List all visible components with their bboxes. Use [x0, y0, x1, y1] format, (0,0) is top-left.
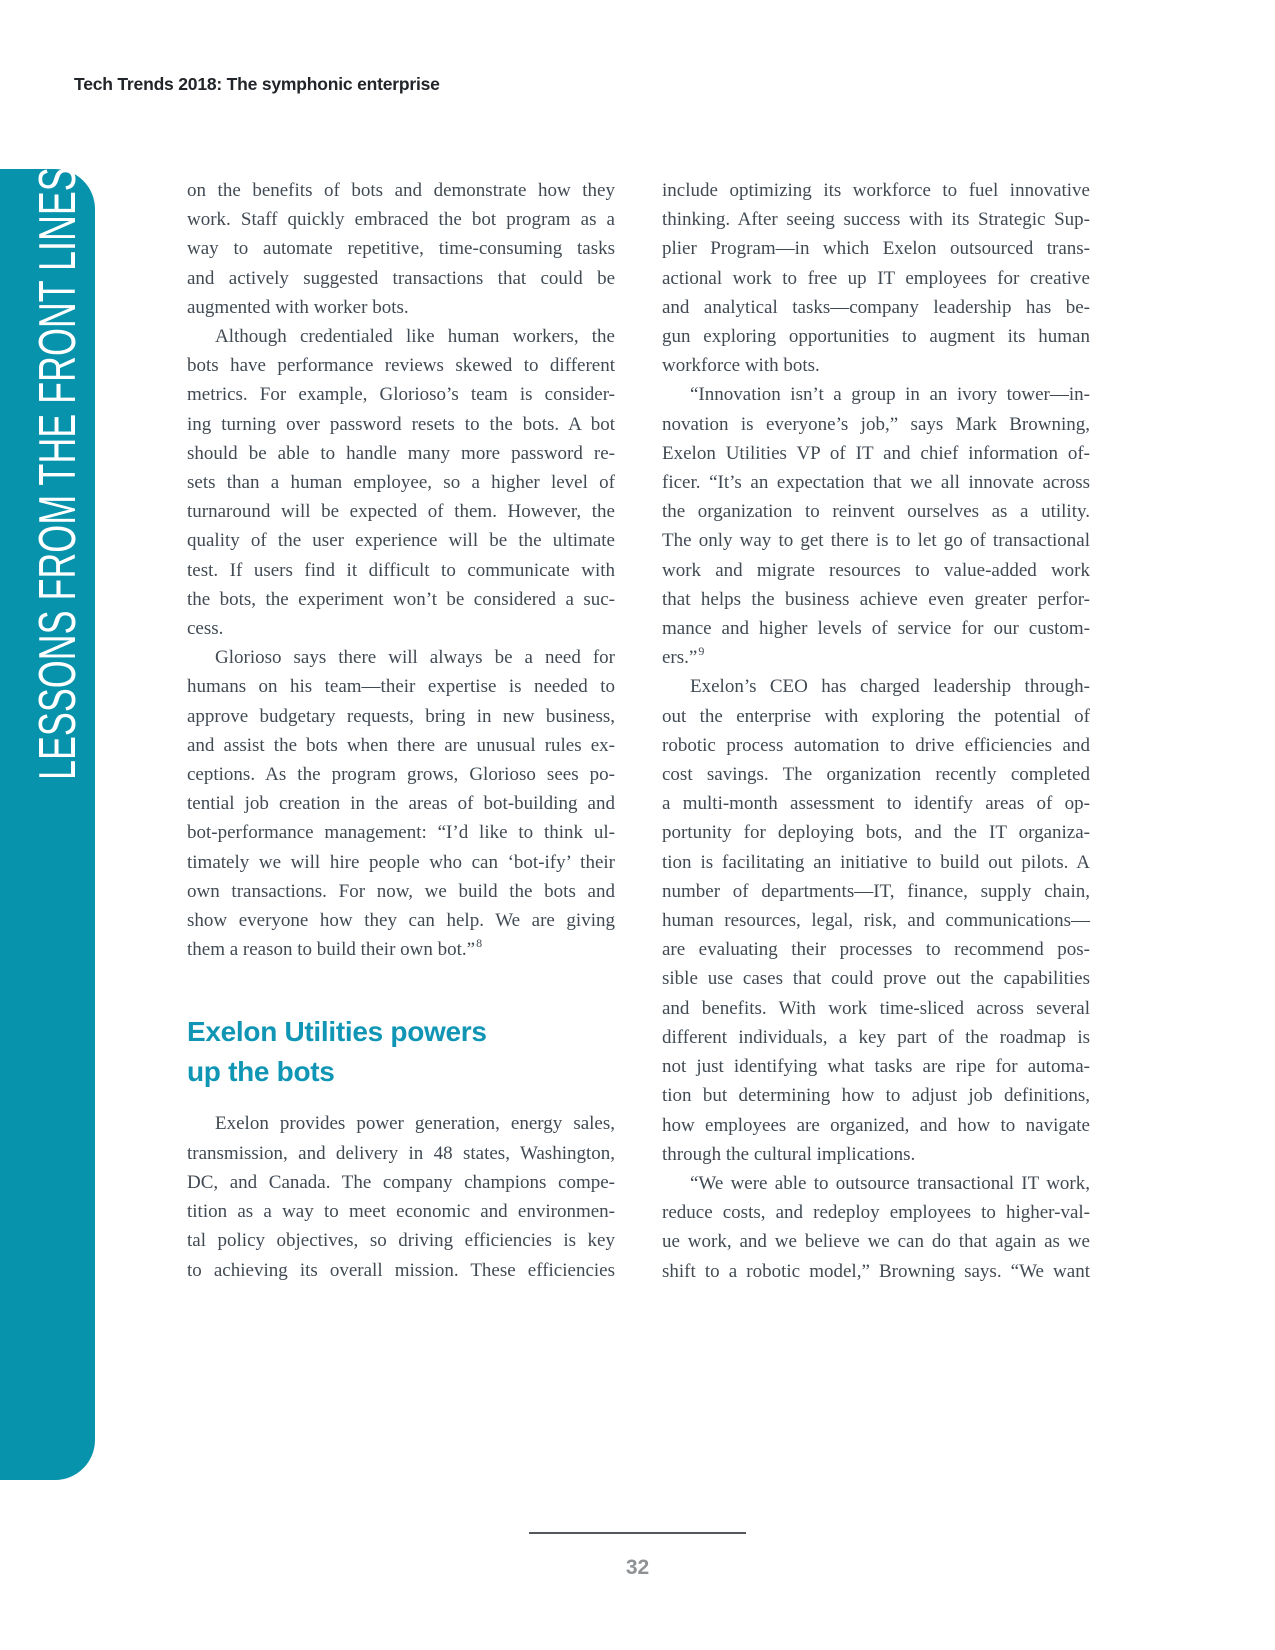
text-line: approve budgetary requests, bring in new business,	[187, 705, 615, 727]
text-line: The only way to get there is to let go of transactional	[662, 530, 1090, 552]
section-ribbon	[0, 169, 95, 1480]
text-line: tition as a way to meet economic and environmen-	[187, 1201, 615, 1223]
left-column	[187, 176, 615, 1285]
text-line: bot-performance management: “I’d like to think ul-	[187, 822, 615, 844]
paragraph	[187, 176, 615, 322]
text-line: tion is facilitating an initiative to build out pilots. A	[662, 851, 1090, 873]
paragraph	[187, 643, 615, 964]
section-heading-line: Exelon Utilities powers	[187, 1016, 487, 1048]
text-line: DC, and Canada. The company champions compe-	[187, 1171, 615, 1193]
text-line: and actively suggested transactions that could be	[187, 267, 615, 289]
text-line: Exelon’s CEO has charged leadership through-	[690, 676, 1090, 698]
text-line: test. If users find it difficult to communicate with	[187, 559, 615, 581]
text-line: sible use cases that could prove out the capabilities	[662, 968, 1090, 990]
text-line: bots have performance reviews skewed to different	[187, 355, 615, 377]
paragraph	[187, 322, 615, 643]
text-line: sets than a human employee, so a higher level of	[187, 472, 615, 494]
text-line: number of departments—IT, finance, supply chain,	[662, 880, 1090, 902]
text-line: the bots, the experiment won’t be considered a suc-	[187, 588, 615, 610]
text-line: how employees are organized, and how to navigate	[662, 1114, 1090, 1136]
text-line: workforce with bots.	[662, 355, 820, 377]
text-line: metrics. For example, Glorioso’s team is consider-	[187, 384, 615, 406]
running-header: Tech Trends 2018: The symphonic enterprise	[74, 74, 440, 94]
text-line	[187, 935, 615, 964]
text-line: novation is everyone’s job,” says Mark Browning,	[662, 413, 1090, 435]
text-line: different individuals, a key part of the roadmap is	[662, 1026, 1090, 1048]
text-line: mance and higher levels of service for our custom-	[662, 618, 1090, 640]
text-line: and analytical tasks—company leadership has be-	[662, 296, 1090, 318]
text-line	[662, 643, 1090, 672]
text-line: humans on his team—their expertise is needed to	[187, 676, 615, 698]
text-line: tion but determining how to adjust job definitions,	[662, 1085, 1090, 1107]
text-line: Glorioso says there will always be a need for	[215, 647, 615, 669]
text-line-fragment: ers.”	[662, 647, 698, 669]
text-line: portunity for deploying bots, and the IT organiza-	[662, 822, 1090, 844]
text-line: “We were able to outsource transactional IT work,	[690, 1172, 1090, 1194]
text-line: ceptions. As the program grows, Glorioso sees po-	[187, 764, 615, 786]
paragraph	[662, 1169, 1090, 1286]
text-line: plier Program—in which Exelon outsourced trans-	[662, 238, 1090, 260]
text-line: show everyone how they can help. We are giving	[187, 910, 615, 932]
text-line: cost savings. The organization recently completed	[662, 764, 1090, 786]
text-line: timately we will hire people who can ‘bot-ify’ their	[187, 851, 615, 873]
text-line: and benefits. With work time-sliced across several	[662, 997, 1090, 1019]
text-line: reduce costs, and redeploy employees to higher-val-	[662, 1202, 1090, 1224]
text-line-fragment: them a reason to build their own bot.”	[187, 939, 476, 961]
text-line: quality of the user experience will be the ultimate	[187, 530, 615, 552]
text-line: to achieving its overall mission. These efficiencies	[187, 1259, 615, 1281]
text-line: cess.	[187, 618, 224, 640]
text-line: turnaround will be expected of them. However, the	[187, 501, 615, 523]
text-line: ing turning over password resets to the bots. A bot	[187, 413, 615, 435]
text-line: tential job creation in the areas of bot-building and	[187, 793, 615, 815]
section-ribbon-label	[29, 0, 87, 780]
text-line: ficer. “It’s an expectation that we all innovate across	[662, 472, 1090, 494]
text-line: ue work, and we believe we can do that again as we	[662, 1231, 1090, 1253]
paragraph	[662, 672, 1090, 1168]
text-line: augmented with worker bots.	[187, 296, 409, 318]
text-line: tal policy objectives, so driving efficiencies is key	[187, 1230, 615, 1252]
text-line: Although credentialed like human workers, the	[215, 326, 615, 348]
text-line: and assist the bots when there are unusual rules ex-	[187, 734, 615, 756]
text-line: own transactions. For now, we build the bots and	[187, 880, 615, 902]
paragraph	[662, 176, 1090, 380]
section-ribbon-text: LESSONS FROM THE FRONT LINES	[29, 167, 87, 780]
page-number: 32	[625, 1556, 650, 1579]
text-line: shift to a robotic model,” Browning says. “We want	[662, 1260, 1090, 1282]
text-line: not just identifying what tasks are ripe for automa-	[662, 1056, 1090, 1078]
text-line: Exelon provides power generation, energy sales,	[215, 1113, 615, 1135]
text-line: out the enterprise with exploring the potential of	[662, 705, 1090, 727]
footer-divider	[529, 1532, 746, 1534]
paragraph	[187, 1109, 615, 1284]
text-line: robotic process automation to drive efficiencies and	[662, 734, 1090, 756]
text-line: work. Staff quickly embraced the bot program as a	[187, 209, 615, 231]
text-line: transmission, and delivery in 48 states, Washington,	[187, 1142, 615, 1164]
footnote-ref: 8	[476, 935, 483, 950]
text-line: actional work to free up IT employees for creative	[662, 267, 1090, 289]
text-line: are evaluating their processes to recommend pos-	[662, 939, 1090, 961]
text-line: that helps the business achieve even greater perfor-	[662, 588, 1090, 610]
text-line: the organization to reinvent ourselves as a utility.	[662, 501, 1090, 523]
right-column	[662, 176, 1090, 1286]
text-line: gun exploring opportunities to augment its human	[662, 326, 1090, 348]
text-line: human resources, legal, risk, and communications—	[662, 910, 1090, 932]
text-line: should be able to handle many more password re-	[187, 442, 615, 464]
text-line: Exelon Utilities VP of IT and chief information of-	[662, 442, 1090, 464]
text-line: through the cultural implications.	[662, 1143, 916, 1165]
text-line: way to automate repetitive, time-consuming tasks	[187, 238, 615, 260]
section-heading-line: up the bots	[187, 1056, 335, 1088]
footnote-ref: 9	[698, 643, 705, 658]
text-line: on the benefits of bots and demonstrate how they	[187, 180, 615, 201]
text-line: thinking. After seeing success with its Strategic Sup-	[662, 209, 1090, 231]
text-line: a multi-month assessment to identify areas of op-	[662, 793, 1090, 815]
paragraph	[662, 380, 1090, 672]
section-heading	[187, 1012, 615, 1092]
text-line: include optimizing its workforce to fuel innovative	[662, 180, 1090, 201]
text-line: “Innovation isn’t a group in an ivory tower—in-	[690, 384, 1090, 406]
text-line: work and migrate resources to value-added work	[662, 559, 1090, 581]
